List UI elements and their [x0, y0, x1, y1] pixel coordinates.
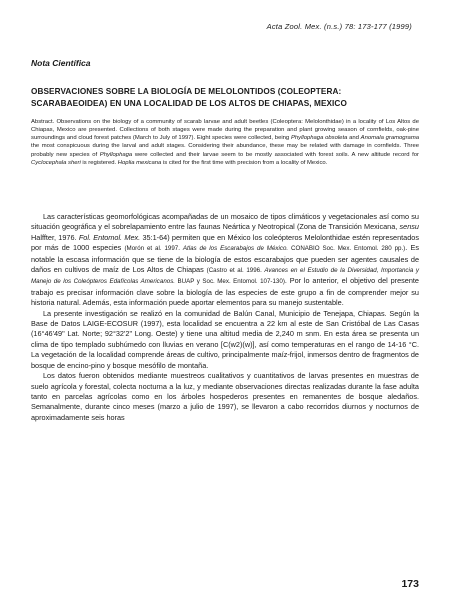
page-number: 173: [401, 578, 419, 590]
abstract: [31, 118, 419, 167]
abstract-text: Observations on the biology of a community of scarab larvae and adult beetles (Coleoptera: Melolonthidae) in a locality of Los Altos de Chiapas, Mexico are presented. Collections of both stages were made during the preparation and plant growing season of cornfields, oak-pine surroundings and cloud forest patches (March to July of 1997). Eight species were collected, being: [31, 119, 419, 142]
body-text: . Por lo anterior, el objetivo del presente trabajo es precisar información clave sobre la biología de las especies de este grupo a fin de comprender mejor su historia natural. Además, esta información puede aportar elementos para su manejo sustentable.: [31, 276, 419, 308]
article-title: OBSERVACIONES SOBRE LA BIOLOGÍA DE MELOLONTIDOS (COLEOPTERA: SCARABAEOIDEA) EN UNA LOCALIDAD DE LOS ALTOS DE CHIAPAS, MEXICO: [31, 87, 347, 108]
species-name: Phyllophaga obsoleta: [290, 135, 348, 142]
body-paragraph-3: Los datos fueron obtenidos mediante muestreos cualitativos y cuantitativos de larvas presentes en muestras de suelo agrícola y forestal, colecta nocturna a la luz, y mediante observaciones directas realizadas durante la fase adulta tanto en parcelas agrícolas como en los árboles hospederos presentes en remanentes de bosque aledaños. Semanalmente, durante cinco meses (marzo a julio de 1997), se llevaron a cabo recorridos diurnos y nocturnos de aproximadamente seis horas: [31, 371, 419, 422]
citation: (Castro et al. 1996.: [206, 267, 265, 275]
section-label: Nota Científica: [31, 58, 91, 68]
italic-term: sensu: [399, 222, 419, 232]
body-paragraph-2: La presente investigación se realizó en la comunidad de Balún Canal, Municipio de Tenejapa, Chiapas. Según la Base de Datos LAIGE-ECOSUR (1997), esta localidad se encuentra a 22 km al este de San Cristóbal de Las Casas (16°46'49" Lat. Norte; 92°32'2" Long. Oeste) y tiene una altitud media de 2,240 m snm. En esta área se presenta un clima de tipo templado subhúmedo con lluvias en verano [C(w2)(w)], así como temperaturas en el rango de 14-16 °C. La vegetación de la localidad comprende áreas de cultivo, principalmente maíz-frijol, inmersos dentro de fragmentos de bosque de encino-pino y bosque mesófilo de montaña.: [31, 308, 419, 370]
journal-citation: Acta Zool. Mex. (n.s.) 78: 173-177 (1999): [266, 22, 412, 31]
citation: (Morón et al. 1997.: [124, 245, 183, 253]
body-text: 35:1-64) permiten que en México los coleópteros Melolonthidae estén representados por más de 1000 especies: [31, 232, 419, 253]
body-text: . Es notable la escasa información que se tiene de la biología de estos escarabajos que pueden ser agentes causales de daños en cultivos de maíz de Los Altos de Chiapas: [31, 243, 419, 275]
citation: CONABIO Soc. Mex. Entomol. 280 pp.): [288, 245, 406, 253]
abstract-text: were collected and their larvae seem to be mostly associated with forest soils. A new altitude record for: [132, 151, 419, 158]
abstract-label: Abstract.: [31, 119, 55, 125]
genus-name: Phyllophaga: [99, 151, 133, 158]
journal-ref: Fol. Entomol. Mex.: [78, 232, 141, 242]
abstract-text: is cited for the first time with precision from a locality of Mexico.: [161, 159, 328, 166]
species-name: Anomala gramograma: [360, 135, 420, 142]
body-text: Halffter, 1976.: [31, 232, 79, 242]
citation: BUAP y Soc. Mex. Entomol. 107-130): [175, 278, 285, 286]
species-name: Cyclocephala sheri: [31, 159, 81, 166]
abstract-text: and: [347, 135, 361, 142]
abstract-text: the most conspicuous during the larval and adult stages. Considering their abundance, these may be related with damage in cornfields. Three probably new species of: [31, 143, 419, 158]
abstract-text: is registered.: [80, 159, 118, 166]
body-text: Las características geomorfológicas acompañadas de un mosaico de tipos climáticos y vegetacionales así como su situación geográfica y el sobrelapamiento entre las faunas Neártica y Neotropical (Zona de Transición Mexicana,: [31, 212, 419, 232]
citation-title: Atlas de los Escarabajos de México.: [182, 245, 289, 253]
species-name: Hoplia mexicana: [117, 159, 162, 166]
article-body: [31, 212, 419, 423]
citation-title: Avances en el Estudio de la Diversidad, Importancia y Manejo de los Coleópteros Edafícolas Americanos.: [31, 267, 420, 286]
body-paragraph-1: [31, 212, 419, 309]
